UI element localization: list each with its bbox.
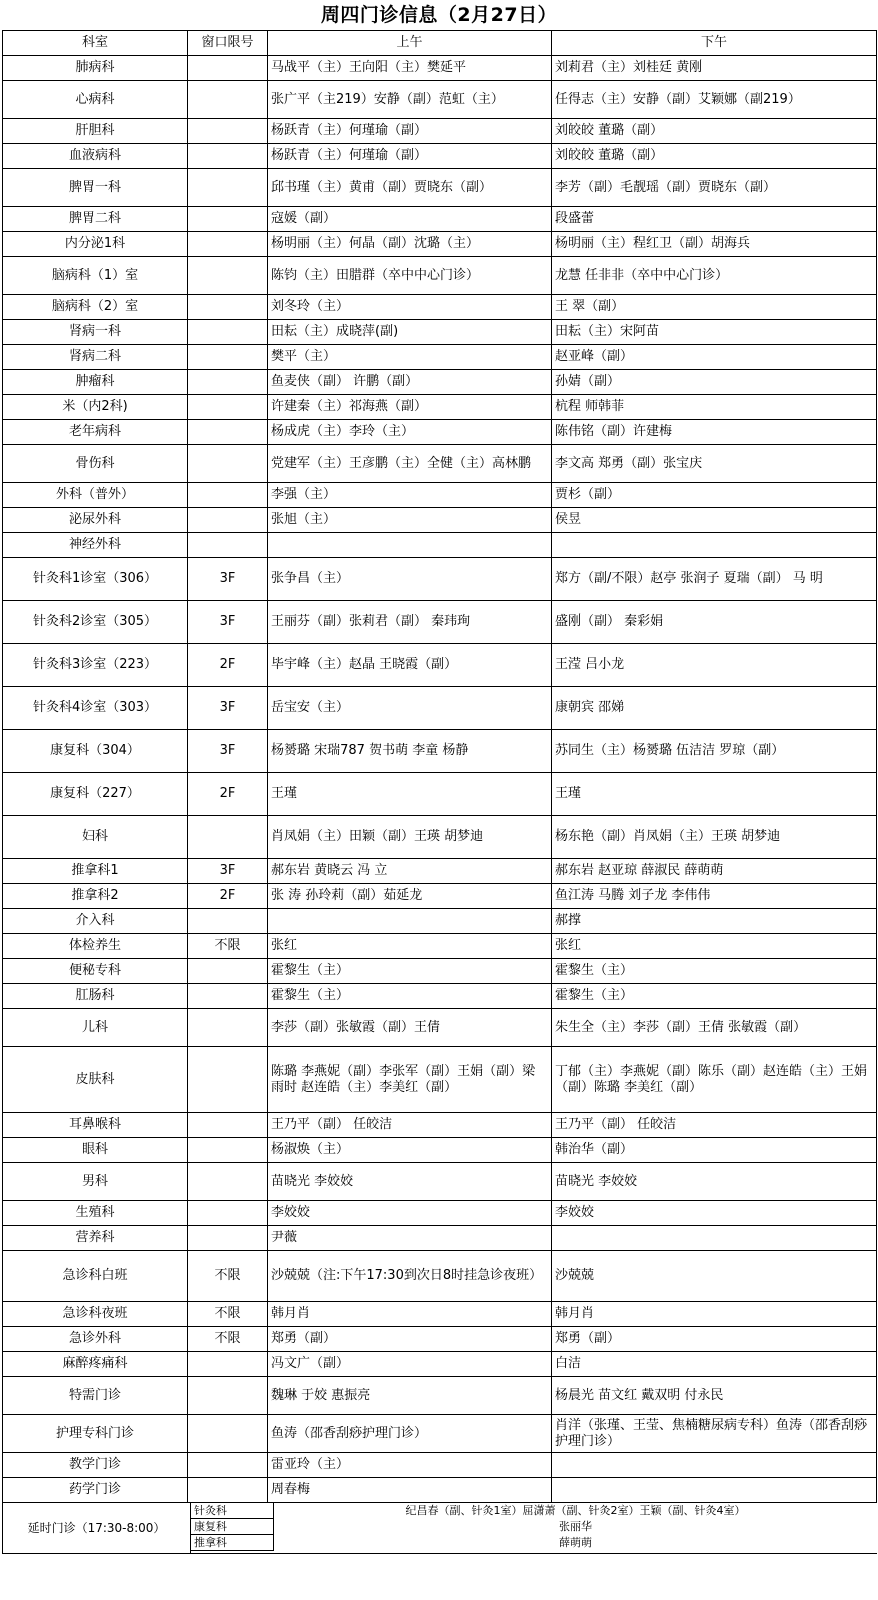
window-limit-cell	[188, 56, 268, 81]
dept-cell: 护理专科门诊	[3, 1415, 188, 1453]
table-row	[3, 1009, 877, 1047]
window-limit-cell	[188, 370, 268, 395]
morning-cell: 党建军（主）王彦鹏（主）全健（主）高林鹏	[268, 445, 552, 483]
window-limit-cell	[188, 1377, 268, 1415]
window-limit-cell	[188, 1352, 268, 1377]
window-limit-cell	[188, 395, 268, 420]
dept-cell: 神经外科	[3, 533, 188, 558]
afternoon-cell: 郑方（副/不限）赵亭 张润子 夏瑞（副） 马 明	[552, 558, 877, 601]
dept-cell: 妇科	[3, 816, 188, 859]
window-limit-cell	[188, 207, 268, 232]
dept-cell: 脑病科（2）室	[3, 295, 188, 320]
morning-cell: 张红	[268, 934, 552, 959]
morning-cell: 郑勇（副）	[268, 1327, 552, 1352]
header-window: 窗口限号	[188, 31, 268, 56]
window-limit-cell: 3F	[188, 859, 268, 884]
morning-cell	[268, 533, 552, 558]
afternoon-cell: 郝撑	[552, 909, 877, 934]
window-limit-cell	[188, 445, 268, 483]
dept-cell: 急诊科夜班	[3, 1302, 188, 1327]
morning-cell: 沙兢兢（注:下午17:30到次日8时挂急诊夜班）	[268, 1251, 552, 1302]
extended-clinic-row	[191, 1535, 877, 1551]
morning-cell: 郝东岩 黄晓云 冯 立	[268, 859, 552, 884]
morning-cell: 韩月肖	[268, 1302, 552, 1327]
window-limit-cell	[188, 119, 268, 144]
dept-cell: 耳鼻喉科	[3, 1113, 188, 1138]
morning-cell: 周春梅	[268, 1478, 552, 1503]
afternoon-cell: 刘皎皎 董璐（副）	[552, 119, 877, 144]
window-limit-cell: 不限	[188, 1251, 268, 1302]
extended-clinic-dept: 针灸科	[191, 1503, 274, 1519]
afternoon-cell: 杭程 师韩菲	[552, 395, 877, 420]
dept-cell: 肛肠科	[3, 984, 188, 1009]
afternoon-cell: 朱生全（主）李莎（副）王倩 张敏霞（副）	[552, 1009, 877, 1047]
window-limit-cell	[188, 1201, 268, 1226]
afternoon-cell: 赵亚峰（副）	[552, 345, 877, 370]
afternoon-cell: 陈伟铭（副）许建梅	[552, 420, 877, 445]
window-limit-cell	[188, 1138, 268, 1163]
table-row	[3, 959, 877, 984]
table-row	[3, 56, 877, 81]
dept-cell: 儿科	[3, 1009, 188, 1047]
table-row	[3, 533, 877, 558]
dept-cell: 皮肤科	[3, 1047, 188, 1113]
afternoon-cell: 盛刚（副） 秦彩娟	[552, 601, 877, 644]
window-limit-cell: 不限	[188, 1302, 268, 1327]
afternoon-cell: 康朝宾 邵娣	[552, 687, 877, 730]
afternoon-cell: 王乃平（副） 任皎洁	[552, 1113, 877, 1138]
morning-cell: 李莎（副）张敏霞（副）王倩	[268, 1009, 552, 1047]
window-limit-cell	[188, 1163, 268, 1201]
table-row	[3, 1352, 877, 1377]
dept-cell: 肿瘤科	[3, 370, 188, 395]
table-row	[3, 445, 877, 483]
morning-cell: 苗晓光 李姣姣	[268, 1163, 552, 1201]
morning-cell: 霍黎生（主）	[268, 984, 552, 1009]
table-row	[3, 1327, 877, 1352]
extended-clinic-row	[191, 1503, 877, 1519]
table-row	[3, 1478, 877, 1503]
afternoon-cell: 孙婧（副）	[552, 370, 877, 395]
dept-cell: 内分泌1科	[3, 232, 188, 257]
extended-clinic-doctors: 张丽华	[559, 1520, 592, 1533]
afternoon-cell: 肖洋（张瑾、王莹、焦楠糖尿病专科）鱼涛（邵香刮痧护理门诊）	[552, 1415, 877, 1453]
table-row	[3, 370, 877, 395]
window-limit-cell: 不限	[188, 934, 268, 959]
page-title: 周四门诊信息（2月27日）	[320, 4, 558, 26]
table-row	[3, 644, 877, 687]
morning-cell: 田耘（主）成晓萍(副)	[268, 320, 552, 345]
morning-cell: 雷亚玲（主）	[268, 1453, 552, 1478]
window-limit-cell	[188, 257, 268, 295]
dept-cell: 眼科	[3, 1138, 188, 1163]
table-row	[3, 859, 877, 884]
afternoon-cell: 刘莉君（主）刘桂廷 黄刚	[552, 56, 877, 81]
window-limit-cell	[188, 295, 268, 320]
table-row	[3, 508, 877, 533]
morning-cell: 杨明丽（主）何晶（副）沈璐（主）	[268, 232, 552, 257]
morning-cell: 杨跃青（主）何瑾瑜（副）	[268, 144, 552, 169]
afternoon-cell: 霍黎生（主）	[552, 959, 877, 984]
morning-cell: 杨赟璐 宋瑞787 贺书萌 李童 杨静	[268, 730, 552, 773]
header-dept: 科室	[3, 31, 188, 56]
dept-cell: 肾病一科	[3, 320, 188, 345]
extended-clinic	[2, 1503, 877, 1554]
afternoon-cell	[552, 533, 877, 558]
dept-cell: 体检养生	[3, 934, 188, 959]
table-header-row	[3, 31, 877, 56]
morning-cell: 鱼麦侠（副） 许鹏（副）	[268, 370, 552, 395]
table-row	[3, 169, 877, 207]
table-row	[3, 144, 877, 169]
dept-cell: 脾胃一科	[3, 169, 188, 207]
schedule-table	[2, 30, 877, 1503]
morning-cell: 霍黎生（主）	[268, 959, 552, 984]
dept-cell: 针灸科2诊室（305）	[3, 601, 188, 644]
afternoon-cell: 沙兢兢	[552, 1251, 877, 1302]
morning-cell: 樊平（主）	[268, 345, 552, 370]
dept-cell: 急诊外科	[3, 1327, 188, 1352]
table-row	[3, 730, 877, 773]
table-row	[3, 1415, 877, 1453]
morning-cell: 魏琳 于姣 惠振亮	[268, 1377, 552, 1415]
dept-cell: 肾病二科	[3, 345, 188, 370]
window-limit-cell: 2F	[188, 773, 268, 816]
morning-cell: 王丽芬（副）张莉君（副） 秦玮珣	[268, 601, 552, 644]
afternoon-cell: 韩治华（副）	[552, 1138, 877, 1163]
afternoon-cell: 李芳（副）毛靓瑶（副）贾晓东（副）	[552, 169, 877, 207]
schedule-body	[3, 56, 877, 1503]
extended-clinic-doctors: 薛萌萌	[559, 1536, 592, 1549]
table-row	[3, 207, 877, 232]
afternoon-cell: 丁郁（主）李燕妮（副）陈乐（副）赵连皓（主）王娟（副）陈璐 李美红（副）	[552, 1047, 877, 1113]
dept-cell: 康复科（304）	[3, 730, 188, 773]
dept-cell: 推拿科1	[3, 859, 188, 884]
window-limit-cell: 不限	[188, 1327, 268, 1352]
morning-cell: 王瑾	[268, 773, 552, 816]
dept-cell: 外科（普外）	[3, 483, 188, 508]
morning-cell: 尹薇	[268, 1226, 552, 1251]
afternoon-cell: 苏同生（主）杨赟璐 伍洁洁 罗琼（副）	[552, 730, 877, 773]
morning-cell: 冯文广（副）	[268, 1352, 552, 1377]
afternoon-cell: 贾杉（副）	[552, 483, 877, 508]
table-row	[3, 483, 877, 508]
window-limit-cell	[188, 169, 268, 207]
morning-cell: 张 涛 孙玲莉（副）茹延龙	[268, 884, 552, 909]
window-limit-cell	[188, 345, 268, 370]
table-row	[3, 816, 877, 859]
table-row	[3, 119, 877, 144]
window-limit-cell	[188, 1009, 268, 1047]
table-row	[3, 1113, 877, 1138]
afternoon-cell: 任得志（主）安静（副）艾颖娜（副219）	[552, 81, 877, 119]
window-limit-cell	[188, 508, 268, 533]
afternoon-cell: 白洁	[552, 1352, 877, 1377]
window-limit-cell	[188, 420, 268, 445]
window-limit-cell	[188, 816, 268, 859]
table-row	[3, 909, 877, 934]
dept-cell: 脑病科（1）室	[3, 257, 188, 295]
afternoon-cell: 李文高 郑勇（副）张宝庆	[552, 445, 877, 483]
morning-cell: 马战平（主）王向阳（主）樊延平	[268, 56, 552, 81]
morning-cell: 张广平（主219）安静（副）范虹（主）	[268, 81, 552, 119]
dept-cell: 急诊科白班	[3, 1251, 188, 1302]
extended-clinic-label: 延时门诊（17:30-8:00）	[3, 1503, 191, 1553]
table-row	[3, 295, 877, 320]
dept-cell: 药学门诊	[3, 1478, 188, 1503]
morning-cell: 杨淑焕（主）	[268, 1138, 552, 1163]
extended-clinic-dept: 推拿科	[191, 1535, 274, 1551]
morning-cell: 杨跃青（主）何瑾瑜（副）	[268, 119, 552, 144]
table-row	[3, 687, 877, 730]
table-row	[3, 1377, 877, 1415]
window-limit-cell	[188, 1415, 268, 1453]
morning-cell: 张旭（主）	[268, 508, 552, 533]
afternoon-cell: 刘皎皎 董璐（副）	[552, 144, 877, 169]
dept-cell: 推拿科2	[3, 884, 188, 909]
window-limit-cell: 3F	[188, 730, 268, 773]
table-row	[3, 1138, 877, 1163]
afternoon-cell: 霍黎生（主）	[552, 984, 877, 1009]
dept-cell: 男科	[3, 1163, 188, 1201]
window-limit-cell: 2F	[188, 644, 268, 687]
afternoon-cell: 段盛蕾	[552, 207, 877, 232]
window-limit-cell	[188, 533, 268, 558]
extended-clinic-doctors: 纪昌春（副、针灸1室）屈潇萧（副、针灸2室）王颖（副、针灸4室）	[405, 1504, 746, 1517]
morning-cell: 李强（主）	[268, 483, 552, 508]
window-limit-cell: 3F	[188, 601, 268, 644]
afternoon-cell: 田耘（主）宋阿苗	[552, 320, 877, 345]
table-row	[3, 257, 877, 295]
morning-cell: 陈钧（主）田腊群（卒中中心门诊）	[268, 257, 552, 295]
morning-cell: 杨成虎（主）李玲（主）	[268, 420, 552, 445]
afternoon-cell: 侯昱	[552, 508, 877, 533]
dept-cell: 肺病科	[3, 56, 188, 81]
afternoon-cell: 郑勇（副）	[552, 1327, 877, 1352]
afternoon-cell: 龙慧 任非非（卒中中心门诊）	[552, 257, 877, 295]
window-limit-cell	[188, 144, 268, 169]
dept-cell: 营养科	[3, 1226, 188, 1251]
header-am: 上午	[268, 31, 552, 56]
table-row	[3, 1047, 877, 1113]
window-limit-cell	[188, 1226, 268, 1251]
dept-cell: 心病科	[3, 81, 188, 119]
table-row	[3, 984, 877, 1009]
morning-cell: 岳宝安（主）	[268, 687, 552, 730]
afternoon-cell: 鱼江涛 马腾 刘子龙 李伟伟	[552, 884, 877, 909]
afternoon-cell	[552, 1478, 877, 1503]
dept-cell: 肝胆科	[3, 119, 188, 144]
dept-cell: 针灸科3诊室（223）	[3, 644, 188, 687]
afternoon-cell	[552, 1226, 877, 1251]
dept-cell: 针灸科4诊室（303）	[3, 687, 188, 730]
window-limit-cell: 3F	[188, 687, 268, 730]
morning-cell: 陈璐 李燕妮（副）李张军（副）王娟（副）梁雨时 赵连皓（主）李美红（副）	[268, 1047, 552, 1113]
table-row	[3, 1251, 877, 1302]
window-limit-cell: 2F	[188, 884, 268, 909]
dept-cell: 教学门诊	[3, 1453, 188, 1478]
dept-cell: 骨伤科	[3, 445, 188, 483]
dept-cell: 特需门诊	[3, 1377, 188, 1415]
afternoon-cell: 韩月肖	[552, 1302, 877, 1327]
morning-cell: 李姣姣	[268, 1201, 552, 1226]
table-row	[3, 1302, 877, 1327]
afternoon-cell: 王 翠（副）	[552, 295, 877, 320]
afternoon-cell: 王滢 吕小龙	[552, 644, 877, 687]
afternoon-cell: 郝东岩 赵亚琼 薛淑民 薛萌萌	[552, 859, 877, 884]
table-row	[3, 232, 877, 257]
extended-clinic-dept: 康复科	[191, 1519, 274, 1535]
window-limit-cell	[188, 483, 268, 508]
window-limit-cell	[188, 1113, 268, 1138]
morning-cell: 肖凤娟（主）田颖（副）王瑛 胡梦迪	[268, 816, 552, 859]
table-row	[3, 420, 877, 445]
afternoon-cell: 李姣姣	[552, 1201, 877, 1226]
window-limit-cell: 3F	[188, 558, 268, 601]
morning-cell: 寇媛（副）	[268, 207, 552, 232]
table-row	[3, 395, 877, 420]
table-row	[3, 1201, 877, 1226]
table-row	[3, 81, 877, 119]
window-limit-cell	[188, 1047, 268, 1113]
dept-cell: 血液病科	[3, 144, 188, 169]
morning-cell: 张争昌（主）	[268, 558, 552, 601]
morning-cell: 邱书瑾（主）黄甫（副）贾晓东（副）	[268, 169, 552, 207]
morning-cell	[268, 909, 552, 934]
morning-cell: 刘冬玲（主）	[268, 295, 552, 320]
dept-cell: 便秘专科	[3, 959, 188, 984]
window-limit-cell	[188, 1453, 268, 1478]
dept-cell: 麻醉疼痛科	[3, 1352, 188, 1377]
window-limit-cell	[188, 81, 268, 119]
dept-cell: 生殖科	[3, 1201, 188, 1226]
dept-cell: 脾胃二科	[3, 207, 188, 232]
morning-cell: 王乃平（副） 任皎洁	[268, 1113, 552, 1138]
afternoon-cell	[552, 1453, 877, 1478]
dept-cell: 康复科（227）	[3, 773, 188, 816]
window-limit-cell	[188, 984, 268, 1009]
morning-cell: 毕宇峰（主）赵晶 王晓霞（副）	[268, 644, 552, 687]
table-row	[3, 1453, 877, 1478]
window-limit-cell	[188, 232, 268, 257]
table-row	[3, 558, 877, 601]
header-pm: 下午	[552, 31, 877, 56]
dept-cell: 泌尿外科	[3, 508, 188, 533]
morning-cell: 鱼涛（邵香刮痧护理门诊）	[268, 1415, 552, 1453]
window-limit-cell	[188, 1478, 268, 1503]
table-row	[3, 601, 877, 644]
window-limit-cell	[188, 320, 268, 345]
afternoon-cell: 王瑾	[552, 773, 877, 816]
extended-clinic-row	[191, 1519, 877, 1535]
window-limit-cell	[188, 909, 268, 934]
afternoon-cell: 苗晓光 李姣姣	[552, 1163, 877, 1201]
morning-cell: 许建秦（主）祁海燕（副）	[268, 395, 552, 420]
table-row	[3, 345, 877, 370]
table-row	[3, 1226, 877, 1251]
table-row	[3, 884, 877, 909]
table-row	[3, 320, 877, 345]
table-row	[3, 1163, 877, 1201]
dept-cell: 老年病科	[3, 420, 188, 445]
table-row	[3, 773, 877, 816]
afternoon-cell: 杨明丽（主）程红卫（副）胡海兵	[552, 232, 877, 257]
dept-cell: 针灸科1诊室（306）	[3, 558, 188, 601]
afternoon-cell: 杨晨光 苗文红 戴双明 付永民	[552, 1377, 877, 1415]
dept-cell: 介入科	[3, 909, 188, 934]
afternoon-cell: 杨东艳（副）肖凤娟（主）王瑛 胡梦迪	[552, 816, 877, 859]
afternoon-cell: 张红	[552, 934, 877, 959]
dept-cell: 米（内2科)	[3, 395, 188, 420]
table-row	[3, 934, 877, 959]
window-limit-cell	[188, 959, 268, 984]
